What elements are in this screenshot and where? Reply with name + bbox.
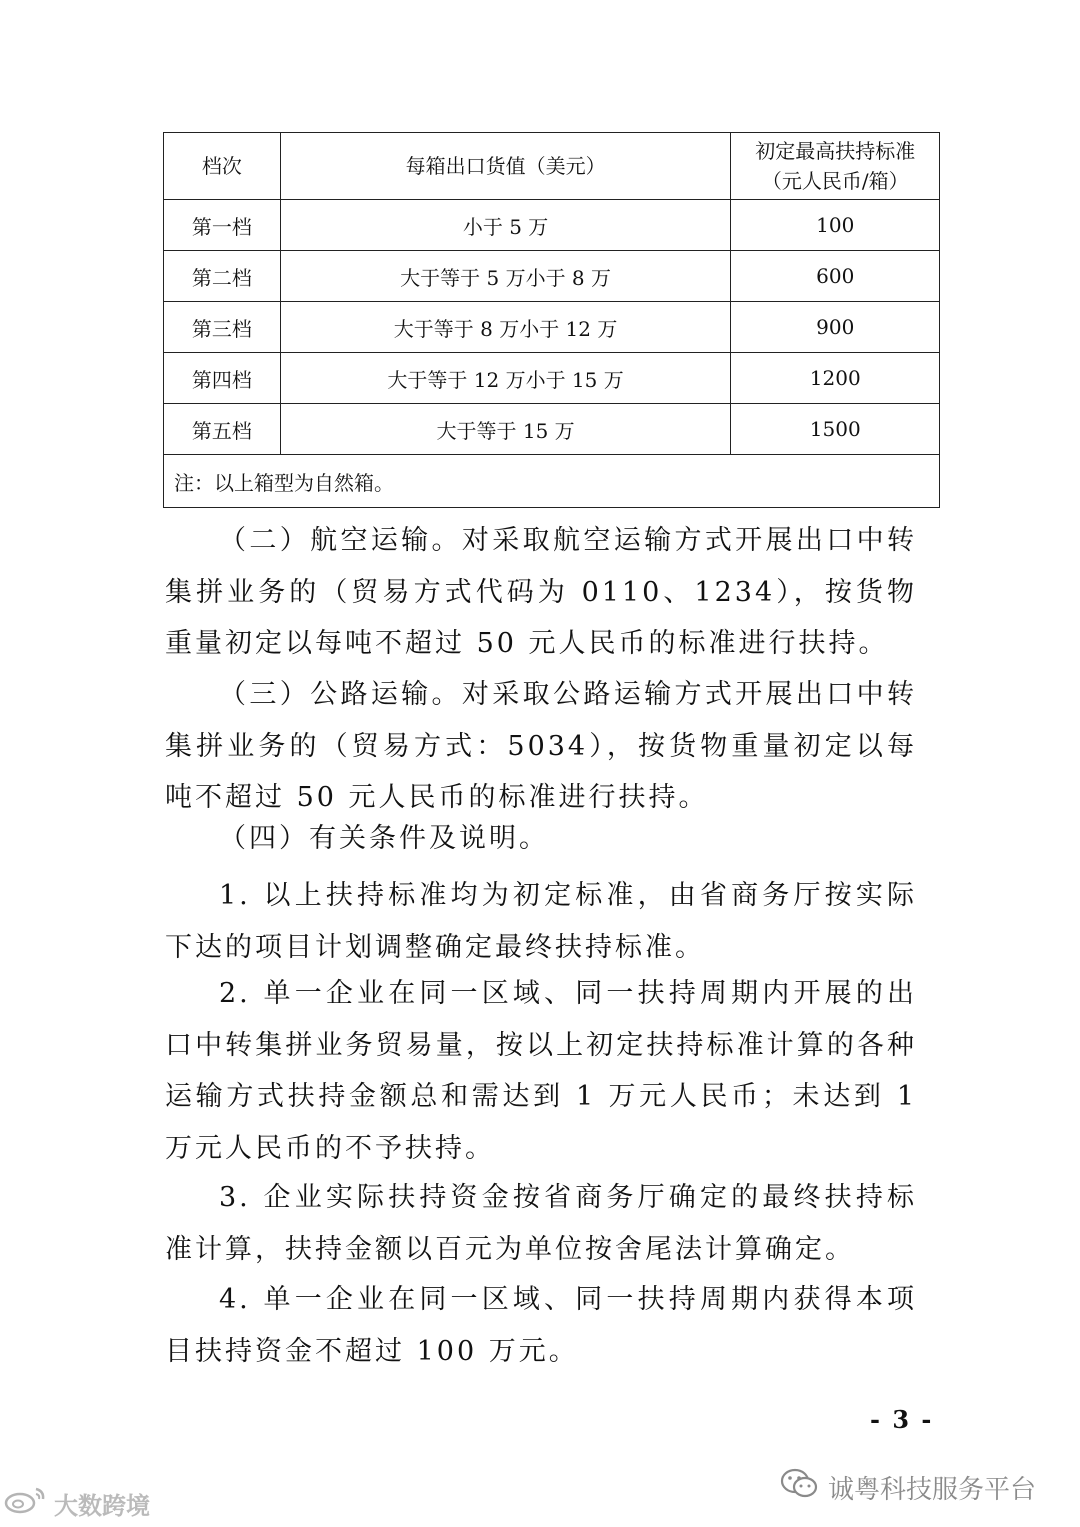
paragraph-air-transport: （二）航空运输。对采取航空运输方式开展出口中转集拼业务的（贸易方式代码为 0110、1234），按货物重量初定以每吨不超过 50 元人民币的标准进行扶持。	[165, 525, 917, 659]
header-export-value: 每箱出口货值（美元）	[280, 133, 731, 200]
table-row	[164, 200, 940, 251]
watermark-weibo-text: 大数跨境	[54, 1491, 150, 1520]
value-cell: 大于等于 8 万小于 12 万	[280, 302, 731, 353]
tier-cell: 第四档	[164, 353, 281, 404]
table-row	[164, 404, 940, 455]
paragraph-condition-4: 4. 单一企业在同一区域、同一扶持周期内获得本项目扶持资金不超过 100 万元。	[165, 1284, 917, 1367]
value-cell: 大于等于 15 万	[280, 404, 731, 455]
standard-cell: 600	[731, 251, 940, 302]
watermark-wechat	[780, 1467, 1036, 1507]
table-row	[164, 302, 940, 353]
table-header-row	[164, 133, 940, 200]
header-max-support-line2: （元人民币/箱）	[761, 169, 909, 193]
standard-cell: 100	[731, 200, 940, 251]
paragraph-condition-3: 3. 企业实际扶持资金按省商务厅确定的最终扶持标准计算，扶持金额以百元为单位按舍尾法计算确定。	[165, 1182, 917, 1265]
table-note: 注：以上箱型为自然箱。	[164, 455, 940, 508]
tier-cell: 第五档	[164, 404, 281, 455]
paragraph-road-transport: （三）公路运输。对采取公路运输方式开展出口中转集拼业务的（贸易方式：5034），按货物重量初定以每吨不超过 50 元人民币的标准进行扶持。	[165, 679, 917, 813]
standard-cell: 900	[731, 302, 940, 353]
paragraph-condition-1: 1. 以上扶持标准均为初定标准，由省商务厅按实际下达的项目计划调整确定最终扶持标准。	[165, 880, 917, 963]
wechat-icon	[780, 1468, 818, 1507]
table-row	[164, 353, 940, 404]
weibo-icon	[2, 1485, 48, 1521]
tier-cell: 第二档	[164, 251, 281, 302]
standard-cell: 1500	[731, 404, 940, 455]
paragraph-conditions-heading: （四）有关条件及说明。	[219, 823, 549, 854]
header-tier: 档次	[164, 133, 281, 200]
tier-cell: 第一档	[164, 200, 281, 251]
watermark-wechat-text: 诚粤科技服务平台	[828, 1474, 1037, 1505]
page-number: - 3 -	[870, 1405, 934, 1434]
value-cell: 大于等于 12 万小于 15 万	[280, 353, 731, 404]
value-cell: 小于 5 万	[280, 200, 731, 251]
value-cell: 大于等于 5 万小于 8 万	[280, 251, 731, 302]
table-row	[164, 251, 940, 302]
header-max-support	[731, 133, 940, 200]
table-note-row	[164, 455, 940, 508]
standard-cell: 1200	[731, 353, 940, 404]
header-max-support-line1: 初定最高扶持标准	[755, 139, 916, 163]
watermark-weibo	[2, 1485, 150, 1521]
support-standard-table	[163, 132, 940, 508]
tier-cell: 第三档	[164, 302, 281, 353]
paragraph-condition-2: 2. 单一企业在同一区域、同一扶持周期内开展的出口中转集拼业务贸易量，按以上初定扶持标准计算的各种运输方式扶持金额总和需达到 1 万元人民币；未达到 1 万元人民币的不予扶持。	[165, 978, 917, 1164]
